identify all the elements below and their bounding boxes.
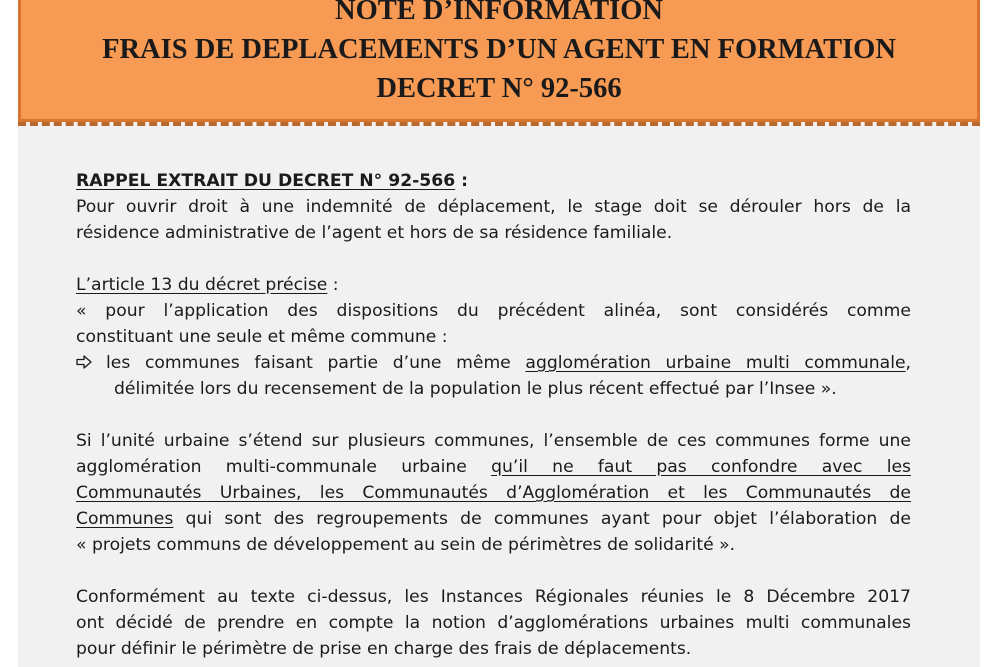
bullet-item: [76, 350, 911, 376]
underlined-term: agglomération urbaine multi communale: [525, 353, 906, 373]
quote-line: « pour l’application des dispositions du précédent alinéa, sont considérés comme: [76, 301, 911, 321]
document-header: [18, 0, 980, 122]
paragraph-line: Communes qui sont des regroupements de communes ayant pour objet l’élaboration de: [76, 509, 911, 529]
article-heading-text: L’article 13 du décret précise: [76, 275, 328, 295]
paragraph-line: ont décidé de prendre en compte la notion d’agglomérations urbaines multi communales: [76, 613, 911, 633]
bullet-line: les communes faisant partie d’une même agglomération urbaine multi communale,: [106, 353, 912, 373]
paragraph-line: Communautés Urbaines, les Communautés d’Agglomération et les Communautés de: [76, 483, 911, 503]
header-title-line-1: NOTE D’INFORMATION: [334, 0, 663, 26]
arrow-right-icon: [76, 350, 92, 376]
section-heading-text: RAPPEL EXTRAIT DU DECRET N° 92-566: [76, 171, 456, 191]
paragraph-line: agglomération multi-communale urbaine qu’il ne faut pas confondre avec les: [76, 457, 911, 477]
paragraph-line: « projets communs de développement au sein de périmètres de solidarité ».: [76, 535, 736, 555]
paragraph-line: résidence administrative de l’agent et hors de sa résidence familiale.: [76, 223, 673, 243]
document-body: [76, 168, 911, 662]
quote-line: constituant une seule et même commune :: [76, 327, 448, 347]
dashed-separator: [18, 122, 980, 126]
section-heading-article: L’article 13 du décret précise :: [76, 275, 339, 295]
paragraph-line: pour définir le périmètre de prise en charge des frais de déplacements.: [76, 639, 692, 659]
bullet-line: délimitée lors du recensement de la population le plus récent effectué par l’Insee ».: [114, 379, 837, 399]
paragraph-line: Pour ouvrir droit à une indemnité de déplacement, le stage doit se dérouler hors de la: [76, 197, 911, 217]
section-heading-rappel: RAPPEL EXTRAIT DU DECRET N° 92-566 :: [76, 171, 469, 191]
paragraph-line: Conformément au texte ci-dessus, les Instances Régionales réunies le 8 Décembre 2017: [76, 587, 911, 607]
paragraph-line: Si l’unité urbaine s’étend sur plusieurs communes, l’ensemble de ces communes forme une: [76, 431, 911, 451]
header-title-line-3: DECRET N° 92-566: [376, 73, 622, 104]
header-title-line-2: FRAIS DE DEPLACEMENTS D’UN AGENT EN FORMATION: [102, 34, 896, 65]
